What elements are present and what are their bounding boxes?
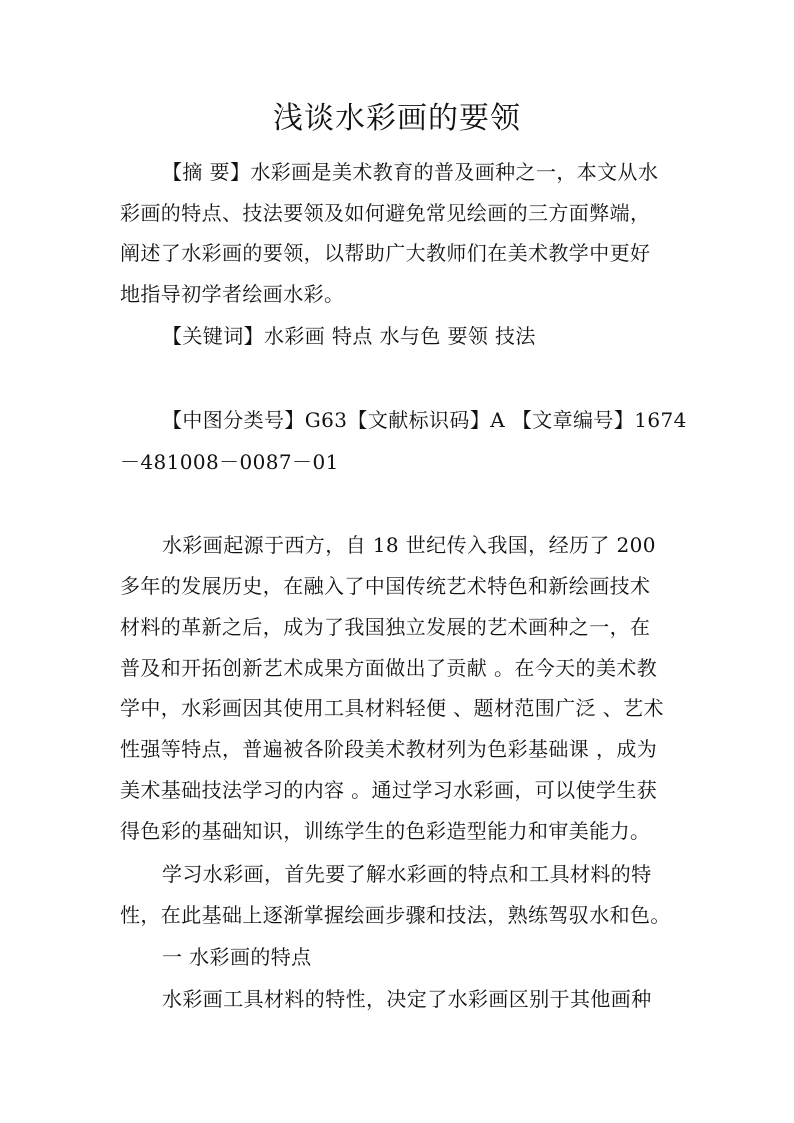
- abstract-line-4: 地指导初学者绘画水彩。: [120, 282, 345, 306]
- paragraph3-line-1: 水彩画工具材料的特性，决定了水彩画区别于其他画种: [162, 987, 652, 1011]
- section-heading: 一 水彩画的特点: [162, 945, 312, 969]
- classification-line-1: 【中图分类号】G63【文献标识码】A 【文章编号】1674: [162, 408, 687, 432]
- paragraph1-line-4: 普及和开拓创新艺术成果方面做出了贡献 。在今天的美术教: [120, 656, 658, 680]
- abstract-line-1: 【摘 要】水彩画是美术教育的普及画种之一，本文从水: [162, 160, 659, 184]
- keywords-line: 【关键词】水彩画 特点 水与色 要领 技法: [162, 324, 536, 348]
- paragraph1-line-6: 性强等特点，普遍被各阶段美术教材列为色彩基础课 ，成为: [120, 737, 658, 761]
- abstract-line-3: 阐述了水彩画的要领，以帮助广大教师们在美术教学中更好: [120, 241, 651, 265]
- paragraph1-line-8: 得色彩的基础知识，训练学生的色彩造型能力和审美能力。: [120, 819, 651, 843]
- paragraph1-line-5: 学中，水彩画因其使用工具材料轻便 、题材范围广泛 、艺术: [120, 696, 664, 720]
- abstract-line-2: 彩画的特点、技法要领及如何避免常见绘画的三方面弊端，: [120, 201, 651, 225]
- paragraph1-line-3: 材料的革新之后，成为了我国独立发展的艺术画种之一，在: [120, 615, 651, 639]
- paragraph1-line-7: 美术基础技法学习的内容 。通过学习水彩画，可以使学生获: [120, 778, 658, 802]
- paragraph2-line-2: 性，在此基础上逐渐掌握绘画步骤和技法，熟练驾驭水和色。: [120, 903, 671, 927]
- classification-line-2: －481008－0087－01: [120, 450, 339, 474]
- document-title: 浅谈水彩画的要领: [273, 101, 521, 136]
- paragraph1-line-2: 多年的发展历史，在融入了中国传统艺术特色和新绘画技术: [120, 574, 651, 598]
- paragraph1-line-1: 水彩画起源于西方，自 18 世纪传入我国，经历了 200: [162, 533, 656, 557]
- paragraph2-line-1: 学习水彩画，首先要了解水彩画的特点和工具材料的特: [162, 862, 652, 886]
